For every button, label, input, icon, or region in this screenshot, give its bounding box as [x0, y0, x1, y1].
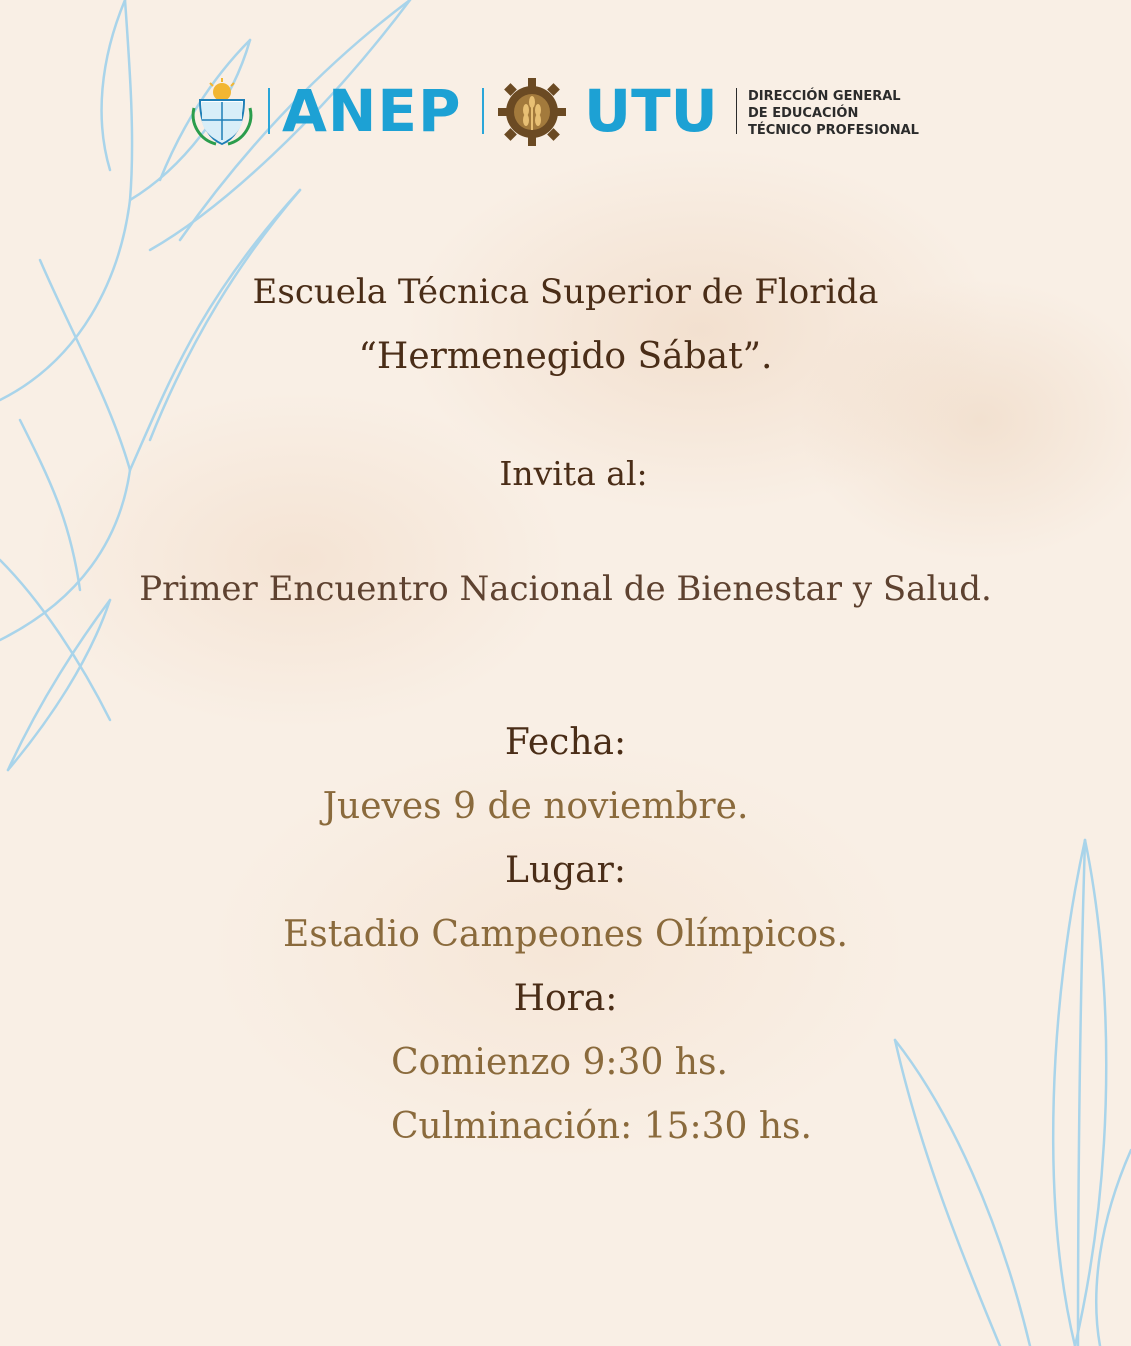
date-label: Fecha: — [504, 722, 627, 763]
uruguay-coat-of-arms-icon — [190, 78, 254, 146]
place-label: Lugar: — [505, 850, 626, 891]
school-patron: “Hermenegido Sábat”. — [358, 336, 773, 377]
dgetp-line: DE EDUCACIÓN — [748, 106, 859, 121]
event-name: Primer Encuentro Nacional de Bienestar y Salud. — [139, 569, 992, 609]
header-logos — [190, 70, 950, 158]
header-divider — [736, 88, 737, 134]
date-value: Jueves 9 de noviembre. — [322, 786, 749, 827]
header-divider — [268, 88, 270, 134]
header-divider — [482, 88, 484, 134]
utu-logo-text: UTU — [584, 77, 718, 145]
time-label: Hora: — [513, 978, 618, 1019]
dgetp-logo-text — [748, 88, 919, 139]
dgetp-line: TÉCNICO PROFESIONAL — [748, 123, 919, 138]
school-name: Escuela Técnica Superior de Florida — [252, 272, 879, 312]
anep-logo-text: ANEP — [282, 77, 462, 145]
start-time: Comienzo 9:30 hs. — [391, 1042, 728, 1083]
utu-gear-wheat-icon — [497, 76, 567, 148]
place-value: Estadio Campeones Olímpicos. — [283, 914, 848, 955]
dgetp-line: DIRECCIÓN GENERAL — [748, 89, 901, 104]
end-time: Culminación: 15:30 hs. — [391, 1106, 812, 1147]
invite-text: Invita al: — [499, 454, 648, 493]
